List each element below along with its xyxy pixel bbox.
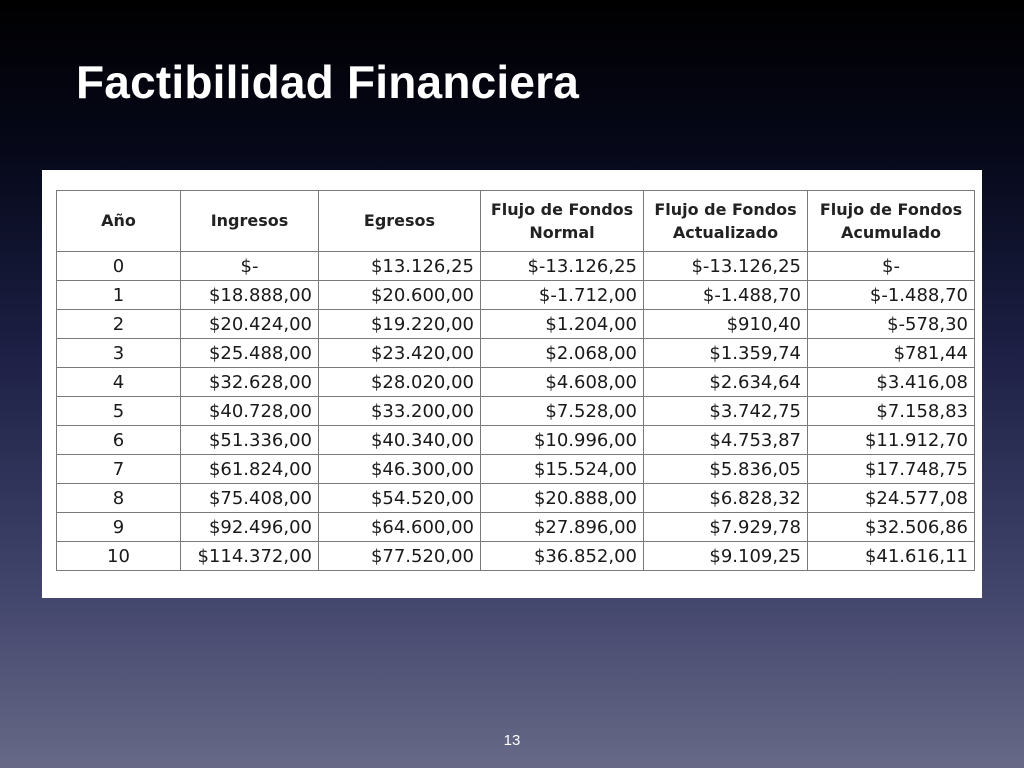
cell-cumulative-cash-flow: $24.577,08 xyxy=(808,484,975,513)
table-row xyxy=(57,513,975,542)
table-row xyxy=(57,484,975,513)
cell-cumulative-cash-flow: $-578,30 xyxy=(808,310,975,339)
table-row xyxy=(57,339,975,368)
cell-expenses: $54.520,00 xyxy=(319,484,481,513)
cell-income: $- xyxy=(181,252,319,281)
cell-normal-cash-flow: $4.608,00 xyxy=(481,368,644,397)
cell-normal-cash-flow: $20.888,00 xyxy=(481,484,644,513)
cell-cumulative-cash-flow: $32.506,86 xyxy=(808,513,975,542)
cell-normal-cash-flow: $15.524,00 xyxy=(481,455,644,484)
cell-cumulative-cash-flow: $7.158,83 xyxy=(808,397,975,426)
cell-expenses: $28.020,00 xyxy=(319,368,481,397)
cell-normal-cash-flow: $1.204,00 xyxy=(481,310,644,339)
cell-expenses: $46.300,00 xyxy=(319,455,481,484)
cell-income: $114.372,00 xyxy=(181,542,319,571)
cell-expenses: $20.600,00 xyxy=(319,281,481,310)
cell-year: 4 xyxy=(57,368,181,397)
table-row xyxy=(57,368,975,397)
table-image xyxy=(42,170,982,598)
cell-cumulative-cash-flow: $11.912,70 xyxy=(808,426,975,455)
cell-expenses: $64.600,00 xyxy=(319,513,481,542)
cell-discounted-cash-flow: $2.634,64 xyxy=(644,368,808,397)
cell-normal-cash-flow: $27.896,00 xyxy=(481,513,644,542)
page-number: 13 xyxy=(503,732,521,749)
cell-expenses: $23.420,00 xyxy=(319,339,481,368)
slide-title: Factibilidad Financiera xyxy=(76,56,580,108)
cell-discounted-cash-flow: $9.109,25 xyxy=(644,542,808,571)
table-row xyxy=(57,252,975,281)
table-row xyxy=(57,542,975,571)
cell-year: 6 xyxy=(57,426,181,455)
cell-year: 10 xyxy=(57,542,181,571)
cell-year: 0 xyxy=(57,252,181,281)
header-expenses: Egresos xyxy=(319,191,481,252)
cell-year: 8 xyxy=(57,484,181,513)
cell-year: 9 xyxy=(57,513,181,542)
cell-normal-cash-flow: $10.996,00 xyxy=(481,426,644,455)
table-header-row xyxy=(57,191,975,252)
cell-income: $92.496,00 xyxy=(181,513,319,542)
cell-year: 7 xyxy=(57,455,181,484)
cell-year: 1 xyxy=(57,281,181,310)
cell-income: $32.628,00 xyxy=(181,368,319,397)
table-row xyxy=(57,426,975,455)
cell-discounted-cash-flow: $7.929,78 xyxy=(644,513,808,542)
table-row xyxy=(57,455,975,484)
cell-discounted-cash-flow: $-1.488,70 xyxy=(644,281,808,310)
cell-income: $20.424,00 xyxy=(181,310,319,339)
header-normal-cash-flow: Flujo de Fondos Normal xyxy=(481,191,644,252)
cell-discounted-cash-flow: $910,40 xyxy=(644,310,808,339)
cell-income: $61.824,00 xyxy=(181,455,319,484)
header-income: Ingresos xyxy=(181,191,319,252)
header-cumulative-cash-flow: Flujo de Fondos Acumulado xyxy=(808,191,975,252)
cell-discounted-cash-flow: $4.753,87 xyxy=(644,426,808,455)
cell-cumulative-cash-flow: $17.748,75 xyxy=(808,455,975,484)
table-row xyxy=(57,397,975,426)
table-row xyxy=(57,310,975,339)
cell-expenses: $19.220,00 xyxy=(319,310,481,339)
cell-year: 3 xyxy=(57,339,181,368)
cell-income: $75.408,00 xyxy=(181,484,319,513)
cell-income: $40.728,00 xyxy=(181,397,319,426)
cell-year: 5 xyxy=(57,397,181,426)
cell-expenses: $13.126,25 xyxy=(319,252,481,281)
cell-income: $18.888,00 xyxy=(181,281,319,310)
cell-discounted-cash-flow: $3.742,75 xyxy=(644,397,808,426)
cell-cumulative-cash-flow: $-1.488,70 xyxy=(808,281,975,310)
cell-expenses: $33.200,00 xyxy=(319,397,481,426)
cell-normal-cash-flow: $-1.712,00 xyxy=(481,281,644,310)
cell-cumulative-cash-flow: $41.616,11 xyxy=(808,542,975,571)
cell-cumulative-cash-flow: $- xyxy=(808,252,975,281)
cell-income: $25.488,00 xyxy=(181,339,319,368)
cell-discounted-cash-flow: $6.828,32 xyxy=(644,484,808,513)
cell-discounted-cash-flow: $1.359,74 xyxy=(644,339,808,368)
cell-normal-cash-flow: $2.068,00 xyxy=(481,339,644,368)
cell-expenses: $40.340,00 xyxy=(319,426,481,455)
cell-normal-cash-flow: $36.852,00 xyxy=(481,542,644,571)
cell-year: 2 xyxy=(57,310,181,339)
header-discounted-cash-flow: Flujo de Fondos Actualizado xyxy=(644,191,808,252)
cell-cumulative-cash-flow: $3.416,08 xyxy=(808,368,975,397)
cell-normal-cash-flow: $7.528,00 xyxy=(481,397,644,426)
cell-expenses: $77.520,00 xyxy=(319,542,481,571)
header-year: Año xyxy=(57,191,181,252)
cell-income: $51.336,00 xyxy=(181,426,319,455)
cell-discounted-cash-flow: $-13.126,25 xyxy=(644,252,808,281)
cell-normal-cash-flow: $-13.126,25 xyxy=(481,252,644,281)
cell-cumulative-cash-flow: $781,44 xyxy=(808,339,975,368)
cell-discounted-cash-flow: $5.836,05 xyxy=(644,455,808,484)
table-row xyxy=(57,281,975,310)
financial-table xyxy=(56,190,975,571)
